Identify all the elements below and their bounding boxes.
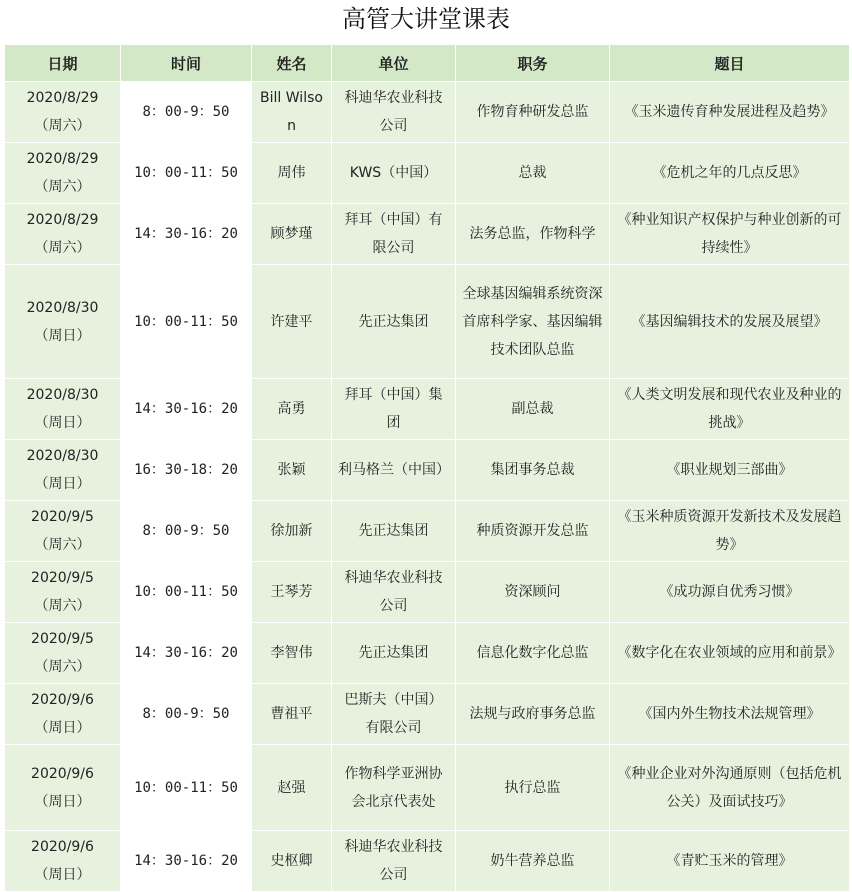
table-row xyxy=(5,745,850,831)
cell-time: 10：00-11：50 xyxy=(121,745,252,831)
cell-date xyxy=(5,265,121,379)
date-text: 2020/8/30 xyxy=(26,387,99,403)
weekday-text: （周日） xyxy=(34,415,91,431)
cell-org: 巴斯夫（中国）有限公司 xyxy=(332,684,456,745)
date-text: 2020/8/29 xyxy=(26,212,99,228)
weekday-text: （周六） xyxy=(34,598,91,614)
cell-time: 14：30-16：20 xyxy=(121,379,252,440)
cell-topic: 《危机之年的几点反思》 xyxy=(610,143,850,204)
cell-name: 许建平 xyxy=(252,265,332,379)
header-date: 日期 xyxy=(5,45,121,82)
cell-org: 拜耳（中国）有限公司 xyxy=(332,204,456,265)
cell-time: 8：00-9：50 xyxy=(121,501,252,562)
cell-date xyxy=(5,562,121,623)
date-text: 2020/8/29 xyxy=(26,90,99,106)
cell-name: 赵强 xyxy=(252,745,332,831)
table-row xyxy=(5,379,850,440)
weekday-text: （周日） xyxy=(34,793,91,810)
cell-name: 张颖 xyxy=(252,440,332,501)
schedule-table xyxy=(4,44,850,892)
cell-name: 王琴芳 xyxy=(252,562,332,623)
cell-topic: 《玉米遗传育种发展进程及趋势》 xyxy=(610,82,850,143)
cell-position: 副总裁 xyxy=(456,379,610,440)
page-title: 高管大讲堂课表 xyxy=(342,5,510,33)
date-text: 2020/9/5 xyxy=(31,570,94,586)
cell-topic: 《种业知识产权保护与种业创新的可持续性》 xyxy=(610,204,850,265)
cell-position: 集团事务总裁 xyxy=(456,440,610,501)
weekday-text: （周日） xyxy=(34,327,91,344)
weekday-text: （周日） xyxy=(34,720,91,736)
weekday-text: （周日） xyxy=(34,867,91,883)
weekday-text: （周六） xyxy=(34,240,91,256)
header-time: 时间 xyxy=(121,45,252,82)
cell-date xyxy=(5,831,121,892)
date-text: 2020/9/6 xyxy=(31,839,94,855)
table-row xyxy=(5,82,850,143)
cell-name: Bill Wilson xyxy=(252,82,332,143)
cell-org: 利马格兰（中国） xyxy=(332,440,456,501)
cell-position: 全球基因编辑系统资深首席科学家、基因编辑技术团队总监 xyxy=(456,265,610,379)
table-row xyxy=(5,265,850,379)
cell-topic: 《职业规划三部曲》 xyxy=(610,440,850,501)
cell-org: 先正达集团 xyxy=(332,265,456,379)
cell-org: KWS（中国） xyxy=(332,143,456,204)
weekday-text: （周六） xyxy=(34,179,91,195)
cell-date xyxy=(5,501,121,562)
cell-name: 李智伟 xyxy=(252,623,332,684)
cell-time: 8：00-9：50 xyxy=(121,684,252,745)
cell-org: 先正达集团 xyxy=(332,623,456,684)
weekday-text: （周六） xyxy=(34,118,91,134)
date-text: 2020/8/30 xyxy=(26,299,99,316)
cell-org: 科迪华农业科技公司 xyxy=(332,562,456,623)
cell-time: 10：00-11：50 xyxy=(121,562,252,623)
cell-topic: 《基因编辑技术的发展及展望》 xyxy=(610,265,850,379)
cell-time: 14：30-16：20 xyxy=(121,623,252,684)
cell-name: 高勇 xyxy=(252,379,332,440)
cell-name: 周伟 xyxy=(252,143,332,204)
cell-date xyxy=(5,379,121,440)
date-text: 2020/8/30 xyxy=(26,448,99,464)
cell-time: 10：00-11：50 xyxy=(121,143,252,204)
cell-topic: 《成功源自优秀习惯》 xyxy=(610,562,850,623)
table-row xyxy=(5,684,850,745)
weekday-text: （周日） xyxy=(34,476,91,492)
cell-topic: 《人类文明发展和现代农业及种业的挑战》 xyxy=(610,379,850,440)
cell-position: 信息化数字化总监 xyxy=(456,623,610,684)
cell-date xyxy=(5,82,121,143)
cell-date xyxy=(5,745,121,831)
cell-time: 14：30-16：20 xyxy=(121,204,252,265)
cell-date xyxy=(5,204,121,265)
date-text: 2020/9/6 xyxy=(31,692,94,708)
cell-name: 曹祖平 xyxy=(252,684,332,745)
table-row xyxy=(5,562,850,623)
cell-position: 执行总监 xyxy=(456,745,610,831)
cell-date xyxy=(5,143,121,204)
date-text: 2020/9/6 xyxy=(31,765,94,782)
cell-position: 作物育种研发总监 xyxy=(456,82,610,143)
cell-topic: 《青贮玉米的管理》 xyxy=(610,831,850,892)
cell-position: 总裁 xyxy=(456,143,610,204)
weekday-text: （周六） xyxy=(34,537,91,553)
cell-time: 10：00-11：50 xyxy=(121,265,252,379)
cell-time: 14：30-16：20 xyxy=(121,831,252,892)
cell-topic: 《种业企业对外沟通原则（包括危机公关）及面试技巧》 xyxy=(610,745,850,831)
header-topic: 题目 xyxy=(610,45,850,82)
table-row xyxy=(5,831,850,892)
table-row xyxy=(5,204,850,265)
cell-position: 奶牛营养总监 xyxy=(456,831,610,892)
cell-name: 史枢卿 xyxy=(252,831,332,892)
table-row xyxy=(5,623,850,684)
cell-org: 作物科学亚洲协会北京代表处 xyxy=(332,745,456,831)
cell-time: 8：00-9：50 xyxy=(121,82,252,143)
date-text: 2020/9/5 xyxy=(31,631,94,647)
cell-org: 先正达集团 xyxy=(332,501,456,562)
weekday-text: （周六） xyxy=(34,659,91,675)
cell-time: 16：30-18：20 xyxy=(121,440,252,501)
cell-org: 科迪华农业科技公司 xyxy=(332,831,456,892)
cell-position: 种质资源开发总监 xyxy=(456,501,610,562)
header-org: 单位 xyxy=(332,45,456,82)
date-text: 2020/9/5 xyxy=(31,509,94,525)
table-row xyxy=(5,501,850,562)
cell-name: 徐加新 xyxy=(252,501,332,562)
cell-position: 法规与政府事务总监 xyxy=(456,684,610,745)
cell-org: 拜耳（中国）集团 xyxy=(332,379,456,440)
header-name: 姓名 xyxy=(252,45,332,82)
header-row xyxy=(5,45,850,82)
table-row xyxy=(5,143,850,204)
cell-date xyxy=(5,623,121,684)
cell-date xyxy=(5,684,121,745)
date-text: 2020/8/29 xyxy=(26,151,99,167)
cell-position: 法务总监，作物科学 xyxy=(456,204,610,265)
cell-org: 科迪华农业科技公司 xyxy=(332,82,456,143)
cell-topic: 《国内外生物技术法规管理》 xyxy=(610,684,850,745)
cell-name: 顾梦瑾 xyxy=(252,204,332,265)
header-position: 职务 xyxy=(456,45,610,82)
table-row xyxy=(5,440,850,501)
cell-position: 资深顾问 xyxy=(456,562,610,623)
cell-topic: 《数字化在农业领域的应用和前景》 xyxy=(610,623,850,684)
cell-date xyxy=(5,440,121,501)
cell-topic: 《玉米种质资源开发新技术及发展趋势》 xyxy=(610,501,850,562)
